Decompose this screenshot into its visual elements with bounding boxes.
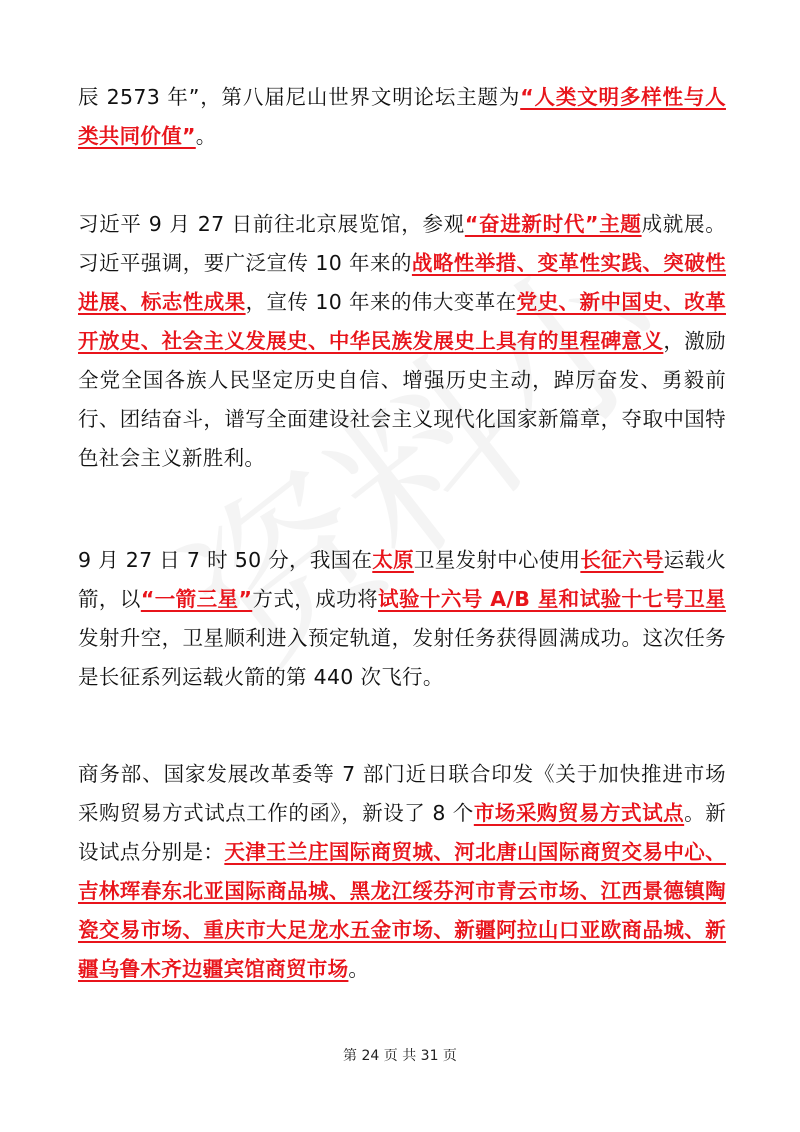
body-text: 。新设试点分别是： [78,801,726,864]
body-text: 方式，成功将 [252,587,379,611]
highlighted-text: 天津王兰庄国际商贸城、河北唐山国际商贸交易中心、吉林珲春东北亚国际商品城、黑龙江绥芬河市青云市场、江西景德镇陶瓷交易市场、重庆市大足龙水五金市场、新疆阿拉山口亚欧商品城、新疆乌鲁木齐边疆宾馆商贸市场 [78,840,726,981]
paragraph-trade-pilots [78,755,726,989]
body-text: 成就展。习近平强调，要广泛宣传 10 年来的 [78,212,726,275]
paragraph-exhibition [78,205,726,478]
page-number-footer: 第 24 页 共 31 页 [343,1048,457,1064]
highlighted-text: 试验十六号 A/B 星和试验十七号卫星 [378,587,727,611]
body-text: 发射升空，卫星顺利进入预定轨道，发射任务获得圆满成功。这次任务是长征系列运载火箭的第 440 次飞行。 [78,626,726,689]
paragraph-launch [78,541,726,697]
body-text: 商务部、国家发展改革委等 7 部门近日联合印发《关于加快推进市场采购贸易方式试点工作的函》，新设了 8 个 [78,762,726,825]
body-text: 习近平 9 月 27 日前往北京展览馆，参观 [78,212,465,236]
body-text: ，激励全党全国各族人民坚定历史自信、增强历史主动，踔厉奋发、勇毅前行、团结奋斗，谱写全面建设社会主义现代化国家新篇章，夺取中国特色社会主义新胜利。 [78,329,726,470]
body-text: 辰 2573 年”，第八届尼山世界文明论坛主题为 [78,85,521,109]
body-text: 。 [195,124,217,148]
highlighted-text: 市场采购贸易方式试点 [473,801,685,825]
body-text: 运载火箭，以 [78,548,727,611]
highlighted-text: “一箭三星” [140,587,253,611]
highlighted-text: “奋进新时代”主题 [464,212,642,236]
highlighted-text: 太原 [372,548,414,572]
highlighted-text: “人类文明多样性与人类共同价值” [78,85,726,148]
body-text: 卫星发射中心使用 [413,548,581,572]
paragraph-forum-theme [78,78,726,156]
body-text: 9 月 27 日 7 时 50 分，我国在 [78,548,373,572]
highlighted-text: 党史、新中国史、改革开放史、社会主义发展史、中华民族发展史上具有的里程碑意义 [78,290,726,353]
highlighted-text: 战略性举措、变革性实践、突破性进展、标志性成果 [78,251,726,314]
body-text: 。 [348,957,370,981]
body-text: ，宣传 10 年来的伟大变革在 [245,290,517,314]
highlighted-text: 长征六号 [580,548,664,572]
